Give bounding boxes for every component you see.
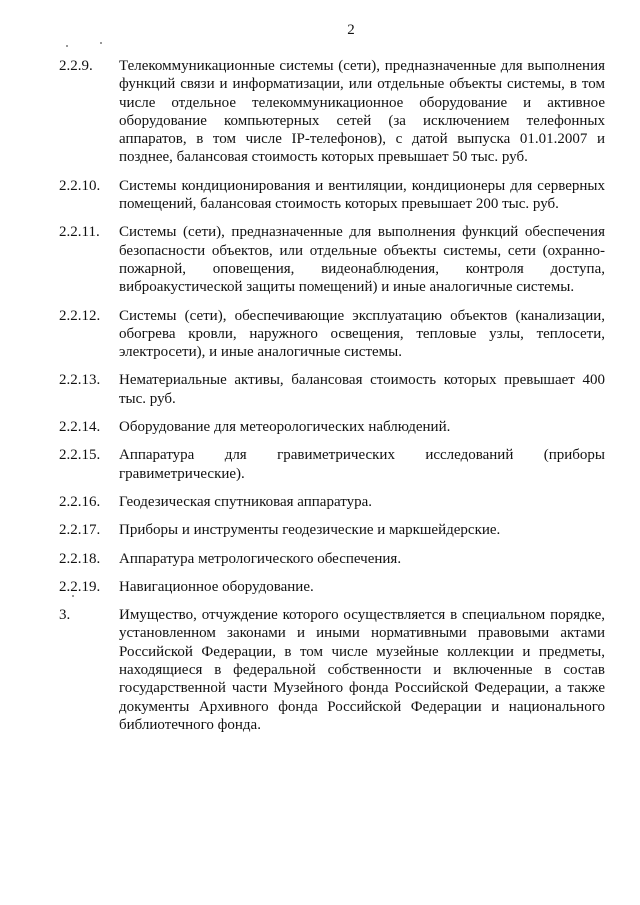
clause-text: Аппаратура метрологического обеспечения.: [119, 550, 402, 567]
clause-number: 3.: [59, 607, 71, 624]
clause-number: 2.2.16.: [59, 493, 101, 510]
scan-speck: [66, 45, 68, 47]
clause-text: Системы (сети), обеспечивающие эксплуатацию объектов (канализации, обогрева кровли, наружного освещения, тепловые узлы, теплосети, электросети), и иные аналогичные системы.: [119, 307, 605, 361]
clause-text: Приборы и инструменты геодезические и маркшейдерские.: [119, 522, 501, 539]
clause-number: 2.2.18.: [59, 550, 101, 567]
clause-text: Нематериальные активы, балансовая стоимость которых превышает 400 тыс. руб.: [119, 372, 605, 407]
clause-text: Имущество, отчуждение которого осуществляется в специальном порядке, установленном законами и иными нормативными правовыми актами Российской Федерации, в том числе музейные коллекции и предметы, находящиеся в федеральной собственности и включенные в состав государственной части Музейного фонда Российской Федерации, а также документы Архивного фонда Российской Федерации и национального библиотечного фонда.: [119, 607, 605, 733]
clause-number: 2.2.15.: [59, 447, 101, 464]
clause-item: [59, 578, 605, 596]
clause-number: 2.2.13.: [59, 372, 101, 389]
clause-item: [59, 521, 605, 539]
scan-speck: [72, 595, 74, 597]
clause-number: 2.2.14.: [59, 419, 101, 436]
clause-item: [59, 493, 605, 511]
clause-text: Системы кондиционирования и вентиляции, кондиционеры для серверных помещений, балансовая стоимость которых превышает 200 тыс. руб.: [119, 177, 605, 213]
clause-number: 2.2.9.: [59, 58, 93, 74]
clause-item: [59, 371, 605, 408]
clause-text: Оборудование для метеорологических наблюдений.: [119, 419, 451, 436]
clause-item: [59, 223, 605, 296]
clause-text: Системы (сети), предназначенные для выполнения функций обеспечения безопасности объектов, или отдельные объекты системы, сети (охранно-пожарной, оповещения, видеонаблюдения, контроля доступа, виброакустической защиты помещений) и иные аналогичные системы.: [119, 224, 605, 296]
clause-list: [59, 57, 605, 744]
clause-text: Геодезическая спутниковая аппаратура.: [119, 493, 373, 510]
clause-number: 2.2.19.: [59, 578, 101, 595]
clause-item: [59, 550, 605, 568]
clause-item: [59, 606, 605, 734]
clause-item: [59, 307, 605, 362]
clause-number: 2.2.11.: [59, 224, 100, 241]
clause-item: [59, 177, 605, 214]
scan-speck: [100, 42, 102, 44]
page-number: 2: [347, 22, 355, 38]
clause-item: [59, 446, 605, 483]
clause-number: 2.2.12.: [59, 307, 101, 324]
clause-text: Аппаратура для гравиметрических исследований (приборы гравиметрические).: [119, 447, 605, 482]
clause-item: [59, 418, 605, 436]
clause-text: Телекоммуникационные системы (сети), предназначенные для выполнения функций связи и информатизации, или отдельные объекты системы, в том числе отдельное телекоммуникационное оборудование и активное оборудование компьютерных сетей (за исключением телефонных аппаратов, в том числе IP-телефонов), с датой выпуска 01.01.2007 и позднее, балансовая стоимость которых превышает 50 тыс. руб.: [119, 58, 605, 166]
clause-text: Навигационное оборудование.: [119, 578, 314, 595]
clause-number: 2.2.17.: [59, 522, 101, 539]
clause-item: [59, 57, 605, 167]
clause-number: 2.2.10.: [59, 177, 101, 194]
